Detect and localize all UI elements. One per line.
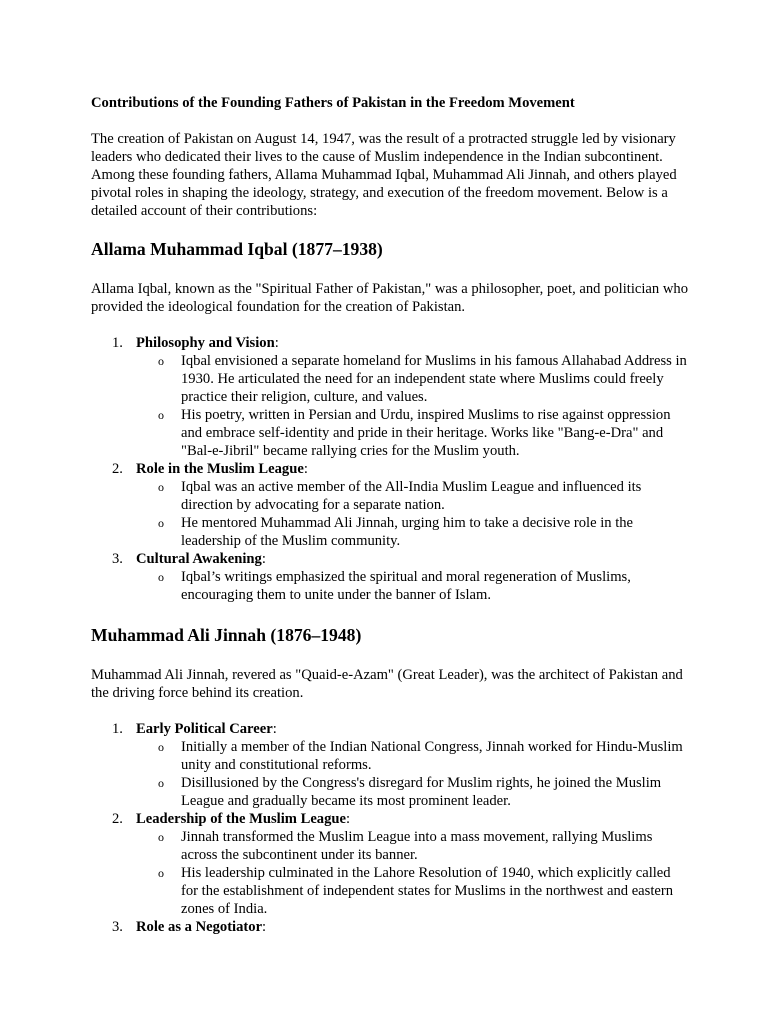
section-intro-jinnah: Muhammad Ali Jinnah, revered as "Quaid-e-Azam" (Great Leader), was the architect of Pakistan and the driving force behind its creation.: [91, 667, 683, 701]
bullet-item: [91, 864, 691, 918]
bullet-item: [91, 406, 691, 460]
hollow-bullet-icon: o: [158, 516, 164, 530]
section-heading-iqbal: Allama Muhammad Iqbal (1877–1938): [91, 239, 383, 259]
hollow-bullet-icon: o: [158, 740, 164, 754]
hollow-bullet-icon: o: [158, 480, 164, 494]
list-item: 1. Early Political Career: o Initially a member of the Indian National Congress, Jinnah worked for Hindu-Muslim unity and constitutional reforms. o Disillusioned by the Congress's disregard for Muslim rights, he joined the Muslim League and gradually became its most prominent leader.: [91, 720, 691, 810]
bullet-item: [91, 568, 691, 604]
list-item-title: Philosophy and Vision: [136, 335, 275, 351]
hollow-bullet-icon: o: [158, 866, 164, 880]
hollow-bullet-icon: o: [158, 408, 164, 422]
list-number: 1.: [112, 335, 123, 351]
section-intro-iqbal: Allama Iqbal, known as the "Spiritual Father of Pakistan," was a philosopher, poet, and politician who provided the ideological foundation for the creation of Pakistan.: [91, 281, 688, 315]
list-item-title: Role as a Negotiator: [136, 919, 263, 935]
bullet-item: [91, 828, 691, 864]
bullet-text: Initially a member of the Indian National Congress, Jinnah worked for Hindu-Muslim unity and constitutional reforms.: [181, 739, 683, 773]
list-item: 1. Philosophy and Vision: o Iqbal envisioned a separate homeland for Muslims in his famous Allahabad Address in 1930. He articulated the need for an independent state where Muslims could freely practice their religion, culture, and values. o His poetry, written in Persian and Urdu, inspired Muslims to rise against oppression and embrace self-identity and pride in their heritage. Works like "Bang-e-Dra" and "Bal-e-Jibril" became rallying cries for the Muslim youth.: [91, 334, 691, 460]
list-item-title: Cultural Awakening: [136, 551, 262, 567]
list-item-title: Role in the Muslim League: [136, 461, 304, 477]
bullet-text: He mentored Muhammad Ali Jinnah, urging him to take a decisive role in the leadership of the Muslim community.: [181, 515, 634, 549]
bullet-text: Iqbal’s writings emphasized the spiritual and moral regeneration of Muslims, encouraging them to unite under the banner of Islam.: [181, 569, 631, 603]
list-number: 2.: [112, 461, 123, 477]
bullet-text: Iqbal envisioned a separate homeland for Muslims in his famous Allahabad Address in 1930. He articulated the need for an independent state where Muslims could freely practice their religion, culture, and values.: [181, 353, 687, 405]
bullet-text: Disillusioned by the Congress's disregard for Muslim rights, he joined the Muslim League and gradually became its most prominent leader.: [181, 775, 662, 809]
numbered-list-jinnah: [91, 720, 691, 936]
bullet-list: [136, 568, 691, 604]
hollow-bullet-icon: o: [158, 776, 164, 790]
bullet-item: [91, 774, 691, 810]
list-number: 1.: [112, 721, 123, 737]
list-number: 3.: [112, 919, 123, 935]
document-body: [91, 94, 691, 956]
intro-paragraph: The creation of Pakistan on August 14, 1947, was the result of a protracted struggle led by visionary leaders who dedicated their lives to the cause of Muslim independence in the Indian subcontinent. Among these founding fathers, Allama Muhammad Iqbal, Muhammad Ali Jinnah, and others played pivotal roles in shaping the ideology, strategy, and execution of the freedom movement. Below is a detailed account of their contributions:: [91, 131, 677, 219]
list-item: 2. Role in the Muslim League: o Iqbal was an active member of the All-India Muslim League and influenced its direction by advocating for a separate nation. o He mentored Muhammad Ali Jinnah, urging him to take a decisive role in the leadership of the Muslim community.: [91, 460, 691, 550]
bullet-item: [91, 352, 691, 406]
bullet-item: [91, 738, 691, 774]
numbered-list-iqbal: [91, 334, 691, 604]
bullet-text: Jinnah transformed the Muslim League into a mass movement, rallying Muslims across the subcontinent under its banner.: [181, 829, 653, 863]
list-item: 2. Leadership of the Muslim League: o Jinnah transformed the Muslim League into a mass movement, rallying Muslims across the subcontinent under its banner. o His leadership culminated in the Lahore Resolution of 1940, which explicitly called for the establishment of independent states for Muslims in the northwest and eastern zones of India.: [91, 810, 691, 918]
list-item: 3. Cultural Awakening: o Iqbal’s writings emphasized the spiritual and moral regeneration of Muslims, encouraging them to unite under the banner of Islam.: [91, 550, 691, 604]
bullet-list: [136, 478, 691, 550]
bullet-list: [136, 828, 691, 918]
bullet-list: [136, 352, 691, 460]
list-item: 3. Role as a Negotiator:: [112, 919, 267, 935]
bullet-item: [91, 478, 691, 514]
bullet-text: His leadership culminated in the Lahore Resolution of 1940, which explicitly called for the establishment of independent states for Muslims in the northwest and eastern zones of India.: [181, 865, 674, 917]
bullet-text: Iqbal was an active member of the All-India Muslim League and influenced its direction by advocating for a separate nation.: [181, 479, 642, 513]
hollow-bullet-icon: o: [158, 570, 164, 584]
document-title: Contributions of the Founding Fathers of Pakistan in the Freedom Movement: [91, 95, 575, 111]
bullet-item: [91, 514, 691, 550]
bullet-list: [136, 738, 691, 810]
section-heading-jinnah: Muhammad Ali Jinnah (1876–1948): [91, 625, 362, 645]
list-item-title: Leadership of the Muslim League: [136, 811, 346, 827]
list-number: 3.: [112, 551, 123, 567]
list-item-title: Early Political Career: [136, 721, 273, 737]
bullet-text: His poetry, written in Persian and Urdu, inspired Muslims to rise against oppression and embrace self-identity and pride in their heritage. Works like "Bang-e-Dra" and "Bal-e-Jibril" became rallying cries for the Muslim youth.: [181, 407, 671, 459]
hollow-bullet-icon: o: [158, 354, 164, 368]
list-number: 2.: [112, 811, 123, 827]
hollow-bullet-icon: o: [158, 830, 164, 844]
